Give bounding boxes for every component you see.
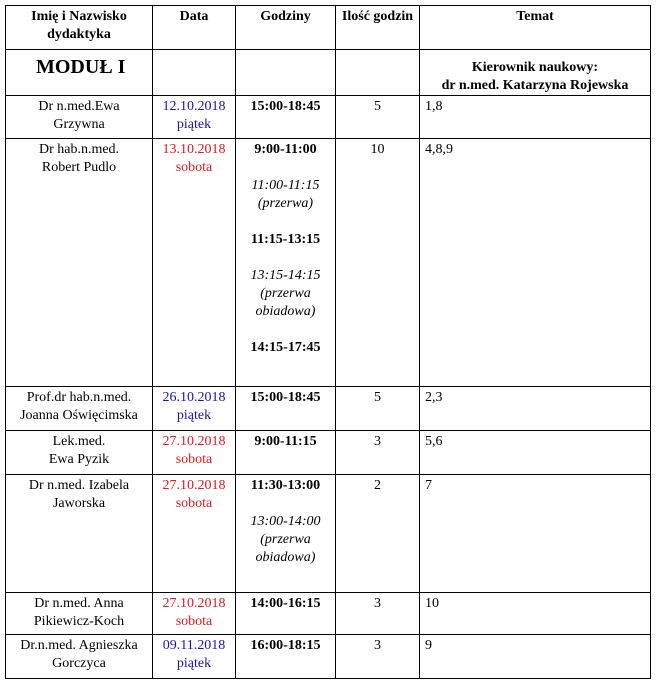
- lecturer-cell: [6, 475, 153, 593]
- hours-slot: 16:00-18:15: [250, 638, 321, 653]
- hours-slot: 11:15-13:15: [250, 232, 321, 247]
- hours-slot: 9:00-11:15: [254, 434, 317, 449]
- lecturer-title: Prof.dr hab.n.med.: [26, 390, 132, 405]
- hours-cell: [236, 139, 336, 387]
- weekday: piątek: [176, 408, 212, 423]
- break-label: (przerwa): [257, 196, 314, 211]
- lecturer-cell: [6, 96, 153, 139]
- hours-cell: [236, 96, 336, 139]
- table-row: [6, 96, 651, 139]
- lecturer-cell: [6, 431, 153, 475]
- hours-slot: 9:00-11:00: [254, 142, 317, 157]
- topic-cell: 10: [420, 593, 651, 635]
- hours-cell: [236, 635, 336, 679]
- break-label: (przerwa: [260, 532, 311, 547]
- lecturer-name: Gorczyca: [52, 656, 106, 671]
- table-row: [6, 593, 651, 635]
- schedule-table: [5, 5, 651, 679]
- date-cell: [153, 96, 236, 139]
- table-row: [6, 387, 651, 431]
- date-cell: [153, 139, 236, 387]
- module-empty-count: [336, 50, 420, 96]
- header-topic: Temat: [420, 6, 651, 50]
- module-row: [6, 50, 651, 96]
- topic-cell: 7: [420, 475, 651, 593]
- count-cell: 3: [336, 593, 420, 635]
- topic-cell: 4,8,9: [420, 139, 651, 387]
- date-value: 27.10.2018: [162, 596, 226, 611]
- lecturer-title: Dr n.med. Izabela: [28, 478, 130, 493]
- module-supervisor: [420, 50, 651, 96]
- lecturer-name: Grzywna: [53, 117, 105, 132]
- weekday: sobota: [175, 614, 213, 629]
- weekday: piątek: [176, 656, 212, 671]
- weekday: sobota: [175, 496, 213, 511]
- count-cell: 3: [336, 431, 420, 475]
- date-cell: [153, 387, 236, 431]
- date-value: 13.10.2018: [162, 142, 226, 157]
- hours-slot: 14:15-17:45: [250, 340, 321, 355]
- lecturer-title: Lek.med.: [52, 434, 106, 449]
- topic-cell: 5,6: [420, 431, 651, 475]
- hours-slot: 14:00-16:15: [250, 596, 321, 611]
- break-time: 13:00-14:00: [250, 514, 321, 529]
- header-name: Imię i Nazwisko dydaktyka: [6, 6, 153, 50]
- lecturer-cell: [6, 635, 153, 679]
- date-cell: [153, 431, 236, 475]
- hours-cell: [236, 593, 336, 635]
- hours-cell: [236, 475, 336, 593]
- lecturer-cell: [6, 387, 153, 431]
- date-value: 27.10.2018: [162, 434, 226, 449]
- module-empty-date: [153, 50, 236, 96]
- lecturer-title: Dr.n.med. Agnieszka: [20, 638, 138, 653]
- header-count: Ilość godzin: [336, 6, 420, 50]
- table-row: [6, 431, 651, 475]
- supervisor-label: Kierownik naukowy:: [471, 60, 599, 75]
- lecturer-name: Ewa Pyzik: [48, 452, 110, 467]
- lecturer-title: Dr n.med.Ewa: [38, 99, 120, 114]
- date-cell: [153, 475, 236, 593]
- header-hours: Godziny: [236, 6, 336, 50]
- hours-slot: 15:00-18:45: [250, 99, 321, 114]
- date-value: 09.11.2018: [162, 638, 226, 653]
- count-cell: 5: [336, 387, 420, 431]
- topic-cell: 2,3: [420, 387, 651, 431]
- hours-slot: 11:30-13:00: [250, 478, 321, 493]
- topic-cell: 9: [420, 635, 651, 679]
- lecturer-title: Dr hab.n.med.: [38, 142, 120, 157]
- weekday: sobota: [175, 160, 213, 175]
- weekday: sobota: [175, 452, 213, 467]
- lecturer-cell: [6, 139, 153, 387]
- break-time: 13:15-14:15: [250, 268, 321, 283]
- table-row: [6, 635, 651, 679]
- date-value: 27.10.2018: [162, 478, 226, 493]
- module-empty-hours: [236, 50, 336, 96]
- header-date: Data: [153, 6, 236, 50]
- count-cell: 5: [336, 96, 420, 139]
- count-cell: 3: [336, 635, 420, 679]
- date-value: 12.10.2018: [162, 99, 226, 114]
- table-row: [6, 475, 651, 593]
- date-cell: [153, 593, 236, 635]
- count-cell: 10: [336, 139, 420, 387]
- break-label: (przerwa: [260, 286, 311, 301]
- hours-slot: 15:00-18:45: [250, 390, 321, 405]
- lecturer-title: Dr n.med. Anna: [34, 596, 124, 611]
- topic-cell: 1,8: [420, 96, 651, 139]
- lecturer-cell: [6, 593, 153, 635]
- lecturer-name: Pikiewicz-Koch: [33, 614, 125, 629]
- break-label: obiadowa): [255, 304, 316, 319]
- break-time: 11:00-11:15: [251, 178, 320, 193]
- lecturer-name: Robert Pudlo: [41, 160, 117, 175]
- table-row: [6, 139, 651, 387]
- module-title: MODUŁ I: [6, 50, 153, 96]
- weekday: piątek: [176, 117, 212, 132]
- date-cell: [153, 635, 236, 679]
- lecturer-name: Joanna Oświęcimska: [20, 408, 138, 423]
- lecturer-name: Jaworska: [52, 496, 106, 511]
- count-cell: 2: [336, 475, 420, 593]
- hours-cell: [236, 387, 336, 431]
- break-label: obiadowa): [255, 550, 316, 565]
- supervisor-name: dr n.med. Katarzyna Rojewska: [441, 78, 629, 93]
- date-value: 26.10.2018: [162, 390, 226, 405]
- hours-cell: [236, 431, 336, 475]
- header-row: [6, 6, 651, 50]
